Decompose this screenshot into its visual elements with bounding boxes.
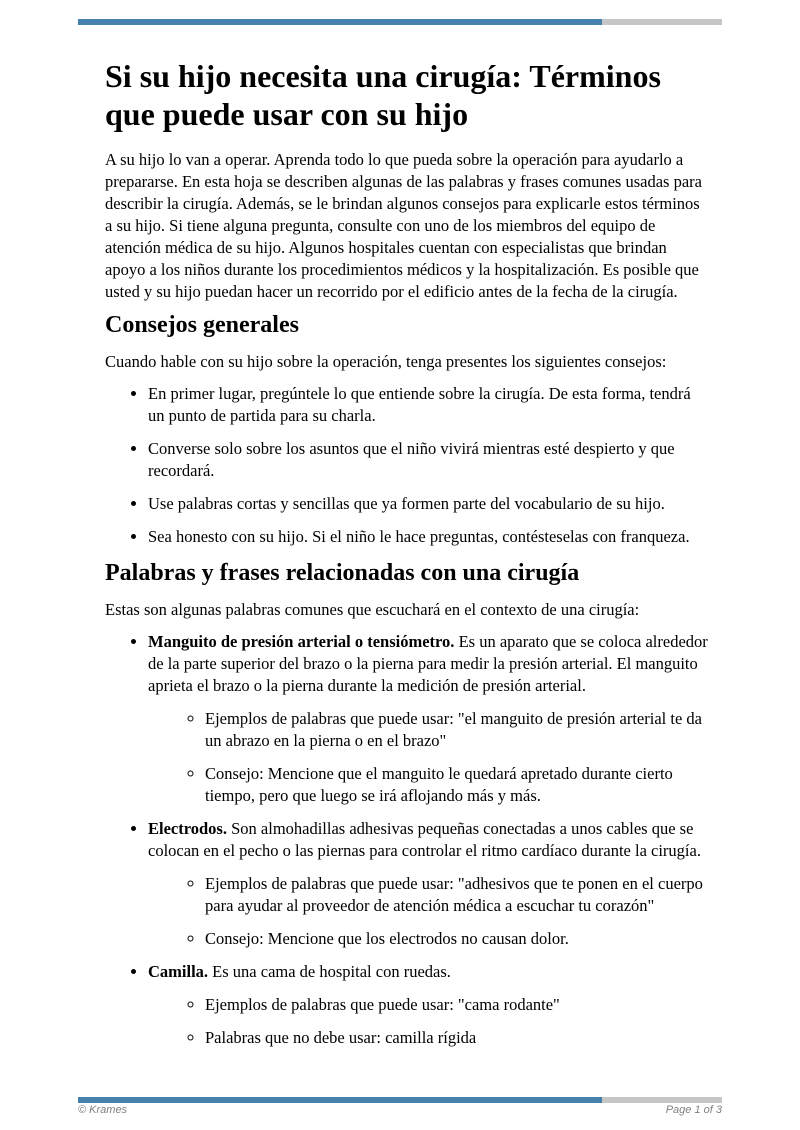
term-item-electrodos xyxy=(148,818,711,950)
section-heading-palabras-y-frases: Palabras y frases relacionadas con una cirugía xyxy=(105,560,580,586)
bottom-rule-blue-segment xyxy=(78,1097,602,1103)
term-subitem: ◦ Palabras que no debe usar: camilla rígida xyxy=(205,1027,711,1049)
bottom-rule-gray-segment xyxy=(602,1097,722,1103)
term-subitem: ◦ Ejemplos de palabras que puede usar: "adhesivos que te ponen en el cuerpo para ayudar al proveedor de atención médica a escuchar tu corazón" xyxy=(205,873,711,917)
term-subitem: ◦ Ejemplos de palabras que puede usar: "cama rodante" xyxy=(205,994,711,1016)
tips-list xyxy=(105,383,711,548)
terms-list xyxy=(105,631,711,1049)
term-description: Es un aparato que se coloca alrededor de la parte superior del brazo o la pierna para medir la presión arterial. El manguito aprieta el brazo o la pierna durante la medición de presión arterial. xyxy=(148,632,708,695)
section-lead-consejos: Cuando hable con su hijo sobre la operación, tenga presentes los siguientes consejos: xyxy=(105,352,667,371)
page-footer xyxy=(78,1104,722,1116)
term-sublist xyxy=(148,708,711,807)
footer-copyright: © Krames xyxy=(78,1104,128,1116)
term-item-manguito xyxy=(148,631,711,807)
term-item-camilla xyxy=(148,961,711,1049)
term-subitem: ◦ Ejemplos de palabras que puede usar: "el manguito de presión arterial te da un abrazo en la pierna o en el brazo" xyxy=(205,708,711,752)
tip-item: • Use palabras cortas y sencillas que ya formen parte del vocabulario de su hijo. xyxy=(148,493,711,515)
section-lead-palabras: Estas son algunas palabras comunes que escuchará en el contexto de una cirugía: xyxy=(105,600,640,619)
term-name: Electrodos. xyxy=(148,819,227,838)
term-description: Son almohadillas adhesivas pequeñas conectadas a unos cables que se colocan en el pecho o las piernas para controlar el ritmo cardíaco durante la cirugía. xyxy=(148,819,701,860)
intro-paragraph: A su hijo lo van a operar. Aprenda todo lo que pueda sobre la operación para ayudarlo a prepararse. En esta hoja se describen algunas de las palabras y frases comunes usadas para describir la cirugía. Además, se le brindan algunos consejos para explicarle estos términos a su hijo. Si tiene alguna pregunta, consulte con uno de los miembros del equipo de atención médica de su hijo. Algunos hospitales cuentan con especialistas que brindan apoyo a los niños durante los procedimientos médicos y la hospitalización. Es posible que usted y su hijo puedan hacer un recorrido por el edificio antes de la fecha de la cirugía. xyxy=(105,150,702,301)
term-name: Manguito de presión arterial o tensiómetro. xyxy=(148,632,455,651)
tip-item: • Converse solo sobre los asuntos que el niño vivirá mientras esté despierto y que recordará. xyxy=(148,438,711,482)
footer-page-number: Page 1 of 3 xyxy=(665,1104,722,1116)
term-name: Camilla. xyxy=(148,962,209,981)
term-description: Es una cama de hospital con ruedas. xyxy=(208,962,451,981)
term-sublist xyxy=(148,994,711,1049)
term-subitem: ◦ Consejo: Mencione que el manguito le quedará apretado durante cierto tiempo, pero que luego se irá aflojando más y más. xyxy=(205,763,711,807)
tip-item: • En primer lugar, pregúntele lo que entiende sobre la cirugía. De esta forma, tendrá un punto de partida para su charla. xyxy=(148,383,711,427)
section-heading-consejos-generales: Consejos generales xyxy=(105,312,299,338)
document-content xyxy=(105,0,711,1049)
bottom-accent-rule xyxy=(78,1097,722,1103)
term-sublist xyxy=(148,873,711,950)
term-subitem: ◦ Consejo: Mencione que los electrodos no causan dolor. xyxy=(205,928,711,950)
page-title: Si su hijo necesita una cirugía: Términos que puede usar con su hijo xyxy=(105,58,661,132)
tip-item: • Sea honesto con su hijo. Si el niño le hace preguntas, contésteselas con franqueza. xyxy=(148,526,711,548)
